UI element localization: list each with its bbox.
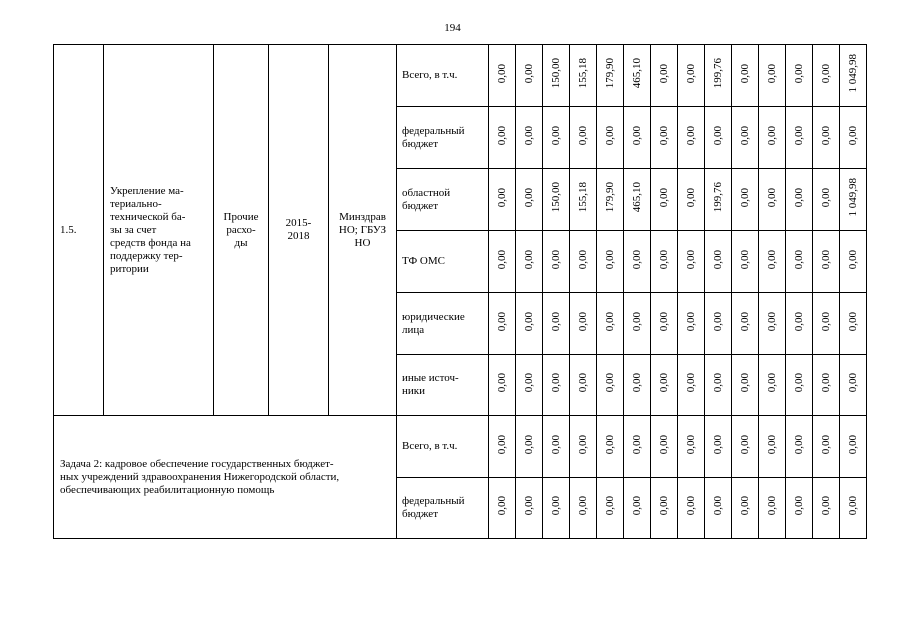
value-text: 0,00 <box>577 434 589 455</box>
value-text: 0,00 <box>604 496 616 516</box>
value-text: 0,00 <box>820 63 832 84</box>
funding-source: Всего, в т.ч. <box>397 416 489 478</box>
value-cell <box>678 45 705 107</box>
value-text: 0,00 <box>766 496 778 516</box>
value-cell <box>813 231 840 293</box>
value-text: 0,00 <box>631 496 643 516</box>
value-text: 0,00 <box>766 125 778 146</box>
value-cell <box>624 416 651 478</box>
value-cell <box>759 107 786 169</box>
value-text: 0,00 <box>496 496 508 516</box>
value-text: 179,90 <box>604 182 616 213</box>
value-cell <box>651 478 678 539</box>
value-cell <box>813 355 840 416</box>
value-text: 155,18 <box>577 182 589 213</box>
value-cell <box>705 231 732 293</box>
value-cell <box>840 478 867 539</box>
value-cell <box>678 355 705 416</box>
value-text: 0,00 <box>604 373 616 393</box>
value-text: 0,00 <box>739 496 751 516</box>
value-cell <box>732 478 759 539</box>
value-cell <box>543 416 570 478</box>
value-cell <box>570 45 597 107</box>
value-text: 150,00 <box>550 182 562 213</box>
value-cell <box>597 107 624 169</box>
value-text: 0,00 <box>631 311 643 332</box>
value-text: 0,00 <box>577 125 589 146</box>
value-text: 0,00 <box>712 125 724 146</box>
value-cell <box>624 231 651 293</box>
value-text: 0,00 <box>739 187 751 208</box>
value-text: 0,00 <box>766 373 778 393</box>
value-text: 0,00 <box>766 63 778 84</box>
value-cell <box>786 169 813 231</box>
value-text: 0,00 <box>766 187 778 208</box>
value-text: 0,00 <box>604 125 616 146</box>
value-cell <box>597 169 624 231</box>
value-text: 0,00 <box>685 434 697 455</box>
value-text: 0,00 <box>793 373 805 393</box>
value-text: 0,00 <box>631 125 643 146</box>
funding-source: федеральный бюджет <box>397 478 489 539</box>
value-cell <box>651 231 678 293</box>
value-text: 0,00 <box>847 249 859 270</box>
value-cell <box>759 169 786 231</box>
value-cell <box>651 355 678 416</box>
table-row <box>54 45 867 107</box>
funding-source: юридические лица <box>397 293 489 355</box>
value-cell <box>813 169 840 231</box>
value-text: 0,00 <box>496 311 508 332</box>
value-cell <box>840 355 867 416</box>
value-cell <box>840 45 867 107</box>
value-cell <box>543 45 570 107</box>
value-cell <box>597 355 624 416</box>
value-text: 199,76 <box>712 182 724 213</box>
value-cell <box>705 107 732 169</box>
value-text: 0,00 <box>523 311 535 332</box>
value-text: 0,00 <box>820 187 832 208</box>
item-name: Укрепление ма- териально- технической ба- зы за счет средств фонда на поддержку тер- ритории <box>104 45 214 416</box>
value-text: 1 049,98 <box>847 178 859 217</box>
expense-type: Прочие расхо- ды <box>214 45 269 416</box>
value-cell <box>597 416 624 478</box>
value-text: 0,00 <box>658 63 670 84</box>
value-cell <box>705 478 732 539</box>
value-text: 0,00 <box>847 125 859 146</box>
value-text: 0,00 <box>712 373 724 393</box>
value-text: 0,00 <box>766 434 778 455</box>
value-text: 465,10 <box>631 58 643 89</box>
value-text: 155,18 <box>577 58 589 89</box>
value-text: 0,00 <box>604 249 616 270</box>
value-cell <box>597 45 624 107</box>
value-cell <box>732 169 759 231</box>
value-text: 0,00 <box>496 249 508 270</box>
value-text: 0,00 <box>739 125 751 146</box>
value-cell <box>570 293 597 355</box>
value-cell <box>624 478 651 539</box>
value-text: 0,00 <box>631 434 643 455</box>
value-text: 0,00 <box>847 311 859 332</box>
value-cell <box>732 107 759 169</box>
value-text: 0,00 <box>631 249 643 270</box>
value-cell <box>732 355 759 416</box>
value-text: 0,00 <box>847 496 859 516</box>
value-text: 0,00 <box>658 496 670 516</box>
value-cell <box>516 293 543 355</box>
value-cell <box>489 231 516 293</box>
value-cell <box>543 293 570 355</box>
value-text: 465,10 <box>631 182 643 213</box>
value-cell <box>813 107 840 169</box>
value-text: 0,00 <box>739 63 751 84</box>
value-text: 1 049,98 <box>847 54 859 93</box>
value-cell <box>516 416 543 478</box>
value-text: 0,00 <box>793 125 805 146</box>
value-text: 0,00 <box>523 63 535 84</box>
value-text: 0,00 <box>658 434 670 455</box>
value-text: 0,00 <box>496 373 508 393</box>
value-cell <box>705 169 732 231</box>
value-cell <box>570 478 597 539</box>
value-text: 0,00 <box>631 373 643 393</box>
value-text: 0,00 <box>550 125 562 146</box>
value-cell <box>624 355 651 416</box>
value-text: 0,00 <box>820 249 832 270</box>
value-text: 0,00 <box>712 311 724 332</box>
value-text: 0,00 <box>793 187 805 208</box>
value-cell <box>786 355 813 416</box>
value-cell <box>651 169 678 231</box>
value-text: 0,00 <box>577 496 589 516</box>
value-text: 0,00 <box>658 125 670 146</box>
value-text: 0,00 <box>739 373 751 393</box>
value-cell <box>813 293 840 355</box>
value-text: 0,00 <box>793 434 805 455</box>
value-cell <box>543 231 570 293</box>
value-cell <box>840 231 867 293</box>
value-text: 0,00 <box>793 249 805 270</box>
value-cell <box>597 293 624 355</box>
value-text: 0,00 <box>820 434 832 455</box>
value-text: 0,00 <box>712 434 724 455</box>
value-text: 0,00 <box>739 249 751 270</box>
value-cell <box>624 293 651 355</box>
value-cell <box>732 293 759 355</box>
value-cell <box>759 45 786 107</box>
value-cell <box>516 231 543 293</box>
value-cell <box>678 169 705 231</box>
value-cell <box>840 416 867 478</box>
funding-source: Всего, в т.ч. <box>397 45 489 107</box>
budget-table <box>53 44 867 539</box>
value-cell <box>570 107 597 169</box>
value-text: 0,00 <box>550 434 562 455</box>
value-cell <box>651 45 678 107</box>
value-text: 0,00 <box>793 63 805 84</box>
value-text: 0,00 <box>685 63 697 84</box>
value-cell <box>543 355 570 416</box>
task-title: Задача 2: кадровое обеспечение государственных бюджет- ных учреждений здравоохранения Нижегородской области, обеспечивающих реабилитационную помощь <box>54 416 397 539</box>
value-cell <box>705 416 732 478</box>
value-cell <box>786 107 813 169</box>
value-text: 0,00 <box>739 434 751 455</box>
value-text: 0,00 <box>523 125 535 146</box>
value-cell <box>840 293 867 355</box>
value-text: 150,00 <box>550 58 562 89</box>
value-cell <box>624 169 651 231</box>
value-text: 0,00 <box>820 125 832 146</box>
item-number: 1.5. <box>54 45 104 416</box>
value-cell <box>759 231 786 293</box>
value-text: 0,00 <box>712 249 724 270</box>
value-cell <box>678 478 705 539</box>
value-text: 0,00 <box>658 249 670 270</box>
value-cell <box>489 478 516 539</box>
value-cell <box>705 45 732 107</box>
value-cell <box>678 231 705 293</box>
value-cell <box>786 45 813 107</box>
value-text: 0,00 <box>658 373 670 393</box>
value-text: 0,00 <box>523 434 535 455</box>
table-row <box>54 416 867 478</box>
value-cell <box>705 293 732 355</box>
value-cell <box>732 416 759 478</box>
value-cell <box>489 416 516 478</box>
value-cell <box>759 478 786 539</box>
value-cell <box>597 478 624 539</box>
value-text: 0,00 <box>604 434 616 455</box>
value-text: 0,00 <box>847 373 859 393</box>
value-cell <box>813 416 840 478</box>
value-text: 0,00 <box>496 434 508 455</box>
value-text: 199,76 <box>712 58 724 89</box>
value-cell <box>651 293 678 355</box>
value-text: 0,00 <box>820 373 832 393</box>
value-cell <box>786 478 813 539</box>
executor: Минздрав НО; ГБУЗ НО <box>329 45 397 416</box>
value-text: 179,90 <box>604 58 616 89</box>
value-text: 0,00 <box>766 249 778 270</box>
period: 2015- 2018 <box>269 45 329 416</box>
value-cell <box>840 169 867 231</box>
value-text: 0,00 <box>550 249 562 270</box>
funding-source: федеральный бюджет <box>397 107 489 169</box>
value-text: 0,00 <box>793 311 805 332</box>
value-text: 0,00 <box>577 311 589 332</box>
value-text: 0,00 <box>496 63 508 84</box>
value-cell <box>759 416 786 478</box>
value-cell <box>786 231 813 293</box>
value-text: 0,00 <box>550 496 562 516</box>
value-text: 0,00 <box>523 187 535 208</box>
value-text: 0,00 <box>793 496 805 516</box>
value-cell <box>840 107 867 169</box>
value-text: 0,00 <box>577 373 589 393</box>
value-cell <box>597 231 624 293</box>
value-cell <box>705 355 732 416</box>
value-text: 0,00 <box>523 496 535 516</box>
value-cell <box>543 107 570 169</box>
value-cell <box>489 355 516 416</box>
funding-source: областной бюджет <box>397 169 489 231</box>
value-text: 0,00 <box>847 434 859 455</box>
page-number: 194 <box>444 22 461 34</box>
value-cell <box>813 45 840 107</box>
value-text: 0,00 <box>820 496 832 516</box>
value-cell <box>732 45 759 107</box>
value-text: 0,00 <box>550 311 562 332</box>
value-cell <box>489 45 516 107</box>
value-cell <box>678 416 705 478</box>
value-text: 0,00 <box>550 373 562 393</box>
value-cell <box>570 169 597 231</box>
value-cell <box>570 355 597 416</box>
value-text: 0,00 <box>604 311 616 332</box>
value-text: 0,00 <box>496 187 508 208</box>
value-text: 0,00 <box>712 496 724 516</box>
value-cell <box>543 478 570 539</box>
value-text: 0,00 <box>766 311 778 332</box>
value-cell <box>516 45 543 107</box>
value-text: 0,00 <box>739 311 751 332</box>
value-cell <box>489 293 516 355</box>
value-text: 0,00 <box>658 311 670 332</box>
value-cell <box>516 478 543 539</box>
value-text: 0,00 <box>523 373 535 393</box>
value-cell <box>624 107 651 169</box>
value-cell <box>489 107 516 169</box>
value-cell <box>759 355 786 416</box>
value-text: 0,00 <box>685 249 697 270</box>
value-cell <box>759 293 786 355</box>
value-text: 0,00 <box>685 311 697 332</box>
value-cell <box>651 107 678 169</box>
value-cell <box>543 169 570 231</box>
value-cell <box>732 231 759 293</box>
value-cell <box>570 231 597 293</box>
value-text: 0,00 <box>496 125 508 146</box>
value-text: 0,00 <box>820 311 832 332</box>
value-text: 0,00 <box>685 373 697 393</box>
value-cell <box>516 355 543 416</box>
value-text: 0,00 <box>523 249 535 270</box>
value-cell <box>651 416 678 478</box>
funding-source: ТФ ОМС <box>397 231 489 293</box>
value-cell <box>678 293 705 355</box>
value-cell <box>786 416 813 478</box>
value-cell <box>786 293 813 355</box>
value-text: 0,00 <box>577 249 589 270</box>
value-cell <box>813 478 840 539</box>
value-text: 0,00 <box>685 125 697 146</box>
funding-source: иные источ- ники <box>397 355 489 416</box>
value-cell <box>516 107 543 169</box>
value-cell <box>489 169 516 231</box>
value-text: 0,00 <box>685 496 697 516</box>
value-text: 0,00 <box>658 187 670 208</box>
value-cell <box>678 107 705 169</box>
value-cell <box>624 45 651 107</box>
value-cell <box>516 169 543 231</box>
value-text: 0,00 <box>685 187 697 208</box>
value-cell <box>570 416 597 478</box>
